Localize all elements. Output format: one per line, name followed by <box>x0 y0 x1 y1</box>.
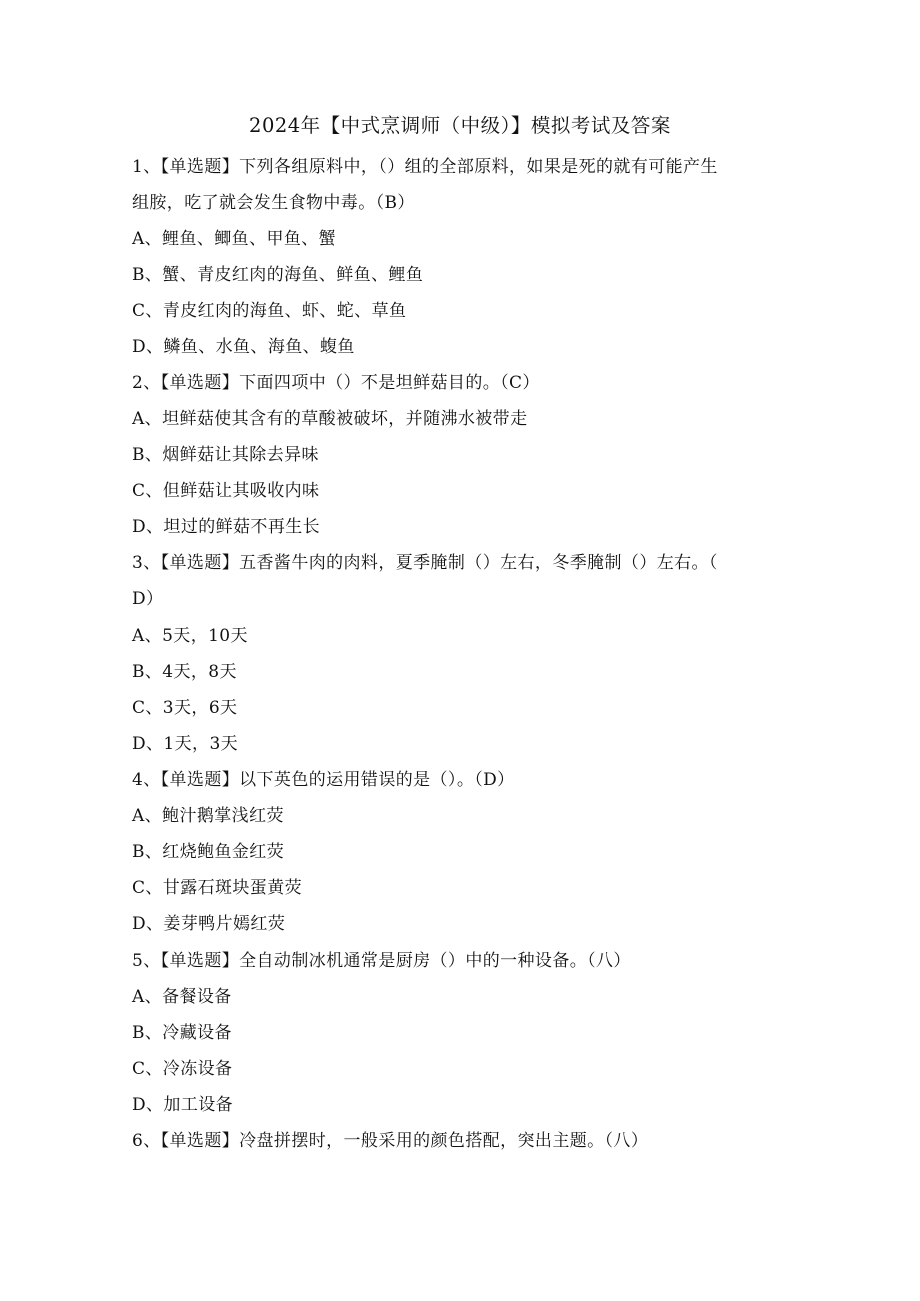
question-4-option-a: A、鲍汁鹅掌浅红荧 <box>132 806 284 826</box>
question-2-option-b: B、烟鲜菇让其除去异味 <box>132 445 319 465</box>
question-4-option-b: B、红烧鲍鱼金红荧 <box>132 842 285 862</box>
question-4-stem-line-1: 4、【单选题】以下英色的运用错误的是（）。（D） <box>132 770 515 790</box>
document-title: 2024年【中式烹调师（中级）】模拟考试及答案 <box>249 114 671 137</box>
question-5-option-b: B、冷藏设备 <box>132 1023 232 1043</box>
question-3-option-a: A、5天，10天 <box>132 626 248 646</box>
question-1-option-b: B、蟹、青皮红肉的海鱼、鲜鱼、鲤鱼 <box>132 265 424 285</box>
question-6-stem-line-1: 6、【单选题】冷盘拼摆时，一般采用的颜色搭配，突出主题。（八） <box>132 1131 649 1151</box>
question-5-stem-line-1: 5、【单选题】全自动制冰机通常是厨房（）中的一种设备。（八） <box>132 951 631 971</box>
question-3-option-c: C、3天，6天 <box>132 698 238 718</box>
question-4-option-d: D、姜芽鸭片嫣红荧 <box>132 914 286 934</box>
question-3-stem-line-1: 3、【单选题】五香酱牛肉的肉料，夏季腌制（）左右，冬季腌制（）左右。（ <box>132 553 718 573</box>
question-1-stem-line-1: 1、【单选题】下列各组原料中，（）组的全部原料，如果是死的就有可能产生 <box>132 157 718 177</box>
question-1-option-d: D、鳞鱼、水鱼、海鱼、蝮鱼 <box>132 337 355 357</box>
question-5-option-a: A、备餐设备 <box>132 987 232 1007</box>
question-5-option-c: C、冷冻设备 <box>132 1059 233 1079</box>
question-4-option-c: C、甘露石斑块蛋黄荧 <box>132 878 303 898</box>
question-2-option-d: D、坦过的鲜菇不再生长 <box>132 517 321 537</box>
question-1-stem-line-2: 组胺，吃了就会发生食物中毒。（B） <box>132 193 415 213</box>
question-1-option-c: C、青皮红肉的海鱼、虾、蛇、草鱼 <box>132 301 407 321</box>
question-3-option-b: B、4天，8天 <box>132 662 237 682</box>
question-5-option-d: D、加工设备 <box>132 1095 234 1115</box>
question-3-stem-line-2: D） <box>132 589 164 609</box>
question-2-stem-line-1: 2、【单选题】下面四项中（）不是坦鲜菇目的。（C） <box>132 373 540 393</box>
question-2-option-a: A、坦鲜菇使其含有的草酸被破坏，并随沸水被带走 <box>132 409 528 429</box>
question-3-option-d: D、1天，3天 <box>132 734 239 754</box>
question-1-option-a: A、鲤鱼、鲫鱼、甲鱼、蟹 <box>132 229 337 249</box>
question-2-option-c: C、但鲜菇让其吸收内味 <box>132 481 320 501</box>
